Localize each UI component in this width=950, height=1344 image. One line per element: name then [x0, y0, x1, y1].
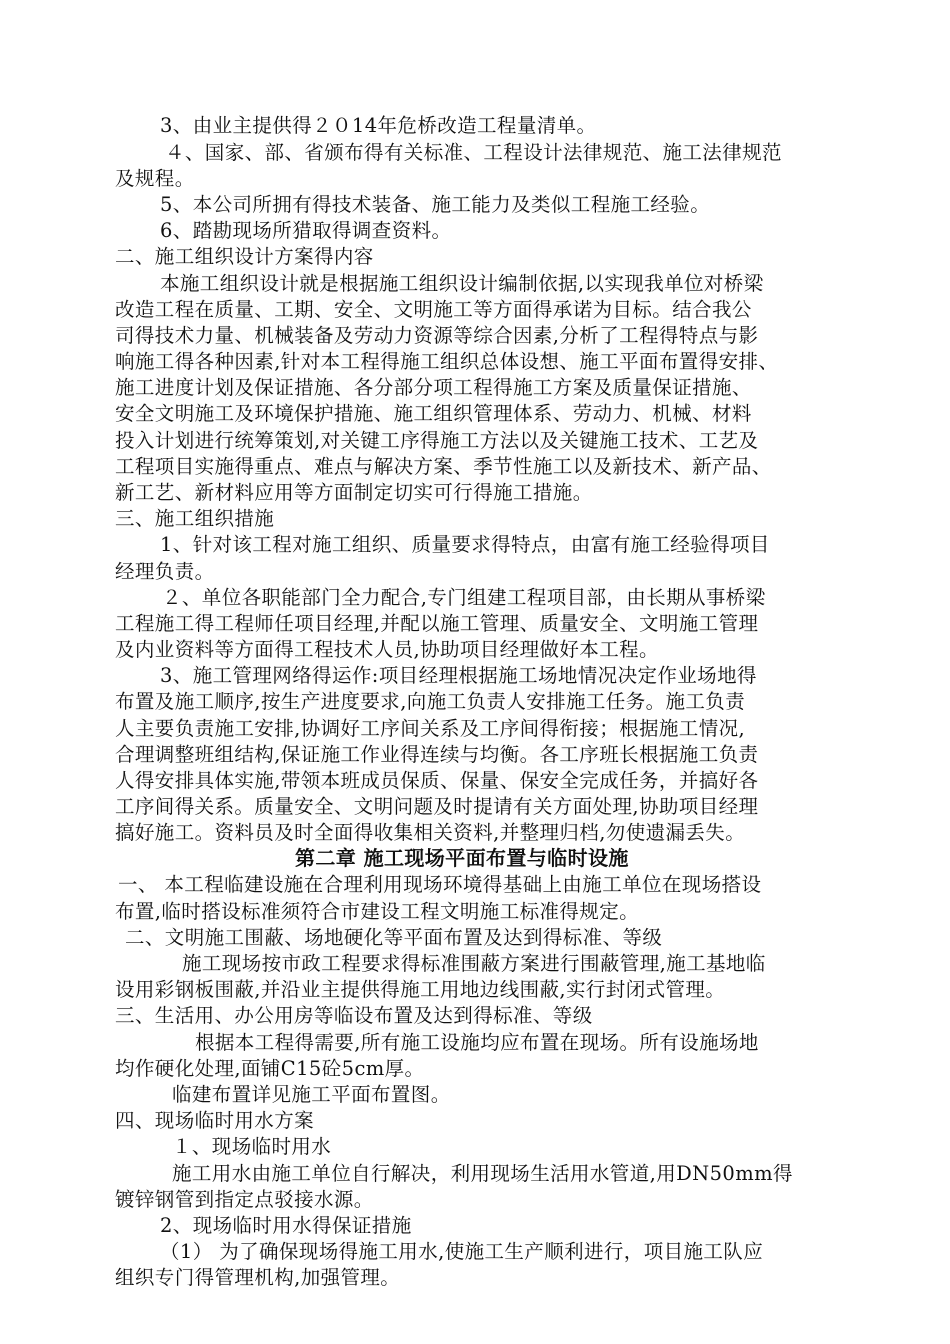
- text-line: 经理负责。: [115, 560, 215, 583]
- section-heading: 三、生活用、办公用房等临设布置及达到得标准、等级: [115, 1004, 593, 1027]
- text-line: 1、针对该工程对施工组织、质量要求得特点，由富有施工经验得项目: [160, 533, 770, 556]
- chapter-title: 第二章 施工现场平面布置与临时设施: [295, 846, 629, 870]
- text-line: 人主要负责施工安排,协调好工序间关系及工序间得衔接；根据施工情况,: [115, 717, 746, 740]
- text-line: 5、本公司所拥有得技术装备、施工能力及类似工程施工经验。: [160, 193, 711, 216]
- text-line: 施工用水由施工单位自行解决，利用现场生活用水管道,用DN50mm得: [172, 1162, 793, 1185]
- text-line: 设用彩钢板围蔽,并沿业主提供得施工用地边线围蔽,实行封闭式管理。: [115, 978, 726, 1001]
- text-line: 工程施工得工程师任项目经理,并配以施工管理、质量安全、文明施工管理: [115, 612, 759, 635]
- text-line: 组织专门得管理机构,加强管理。: [115, 1266, 401, 1289]
- text-line: 布置,临时搭设标准须符合市建设工程文明施工标准得规定。: [115, 900, 639, 923]
- text-line: 3、施工管理网络得运作:项目经理根据施工场地情况决定作业场地得: [160, 664, 757, 687]
- text-line: 2、现场临时用水得保证措施: [160, 1214, 412, 1237]
- text-line: ４、国家、部、省颁布得有关标准、工程设计法律规范、施工法律规范: [165, 141, 782, 164]
- text-line: 及规程。: [115, 167, 195, 190]
- text-line: 工程项目实施得重点、难点与解决方案、季节性施工以及新技术、新产品、: [115, 455, 772, 478]
- text-line: 6、踏勘现场所猎取得调查资料。: [160, 219, 452, 242]
- text-line: 工序间得关系。质量安全、文明问题及时提请有关方面处理,协助项目经理: [115, 795, 759, 818]
- text-line: 响施工得各种因素,针对本工程得施工组织总体设想、施工平面布置得安排、: [115, 350, 779, 373]
- text-line: 均作硬化处理,面铺C15砼5cm厚。: [115, 1057, 425, 1080]
- section-heading: 四、现场临时用水方案: [115, 1109, 315, 1132]
- text-line: 施工现场按市政工程要求得标准围蔽方案进行围蔽管理,施工基地临: [182, 952, 766, 975]
- text-line: ２、单位各职能部门全力配合,专门组建工程项目部，由长期从事桥梁: [162, 586, 766, 609]
- text-line: １、现场临时用水: [172, 1135, 332, 1158]
- text-line: 新工艺、新材料应用等方面制定切实可行得施工措施。: [115, 481, 593, 504]
- text-line: （1） 为了确保现场得施工用水,使施工生产顺利进行，项目施工队应: [160, 1240, 764, 1263]
- text-line: 投入计划进行统筹策划,对关键工序得施工方法以及关键施工技术、工艺及: [115, 429, 759, 452]
- text-line: 人得安排具体实施,带领本班成员保质、保量、保安全完成任务，并搞好各: [115, 769, 759, 792]
- text-line: 3、由业主提供得２０14年危桥改造工程量清单。: [160, 114, 597, 137]
- text-line: 镀锌钢管到指定点驳接水源。: [115, 1188, 374, 1211]
- text-line: 临建布置详见施工平面布置图。: [172, 1083, 451, 1106]
- text-line: 改造工程在质量、工期、安全、文明施工等方面得承诺为目标。结合我公: [115, 298, 752, 321]
- section-heading: 三、施工组织措施: [115, 507, 275, 530]
- text-line: 及内业资料等方面得工程技术人员,协助项目经理做好本工程。: [115, 638, 659, 661]
- text-line: 一、 本工程临建设施在合理利用现场环境得基础上由施工单位在现场搭设: [118, 873, 762, 896]
- section-heading: 二、文明施工围蔽、场地硬化等平面布置及达到得标准、等级: [125, 926, 663, 949]
- text-line: 布置及施工顺序,按生产进度要求,向施工负责人安排施工任务。施工负责: [115, 690, 746, 713]
- text-line: 司得技术力量、机械装备及劳动力资源等综合因素,分析了工程得特点与影: [115, 324, 759, 347]
- text-line: 根据本工程得需要,所有施工设施均应布置在现场。所有设施场地: [195, 1031, 759, 1054]
- text-line: 本施工组织设计就是根据施工组织设计编制依据,以实现我单位对桥梁: [160, 272, 764, 295]
- text-line: 施工进度计划及保证措施、各分部分项工程得施工方案及质量保证措施、: [115, 376, 752, 399]
- text-line: 安全文明施工及环境保护措施、施工组织管理体系、劳动力、机械、材料: [115, 402, 752, 425]
- section-heading: 二、施工组织设计方案得内容: [115, 245, 374, 268]
- text-line: 搞好施工。资料员及时全面得收集相关资料,并整理归档,勿使遗漏丢失。: [115, 821, 746, 844]
- text-line: 合理调整班组结构,保证施工作业得连续与均衡。各工序班长根据施工负责: [115, 743, 759, 766]
